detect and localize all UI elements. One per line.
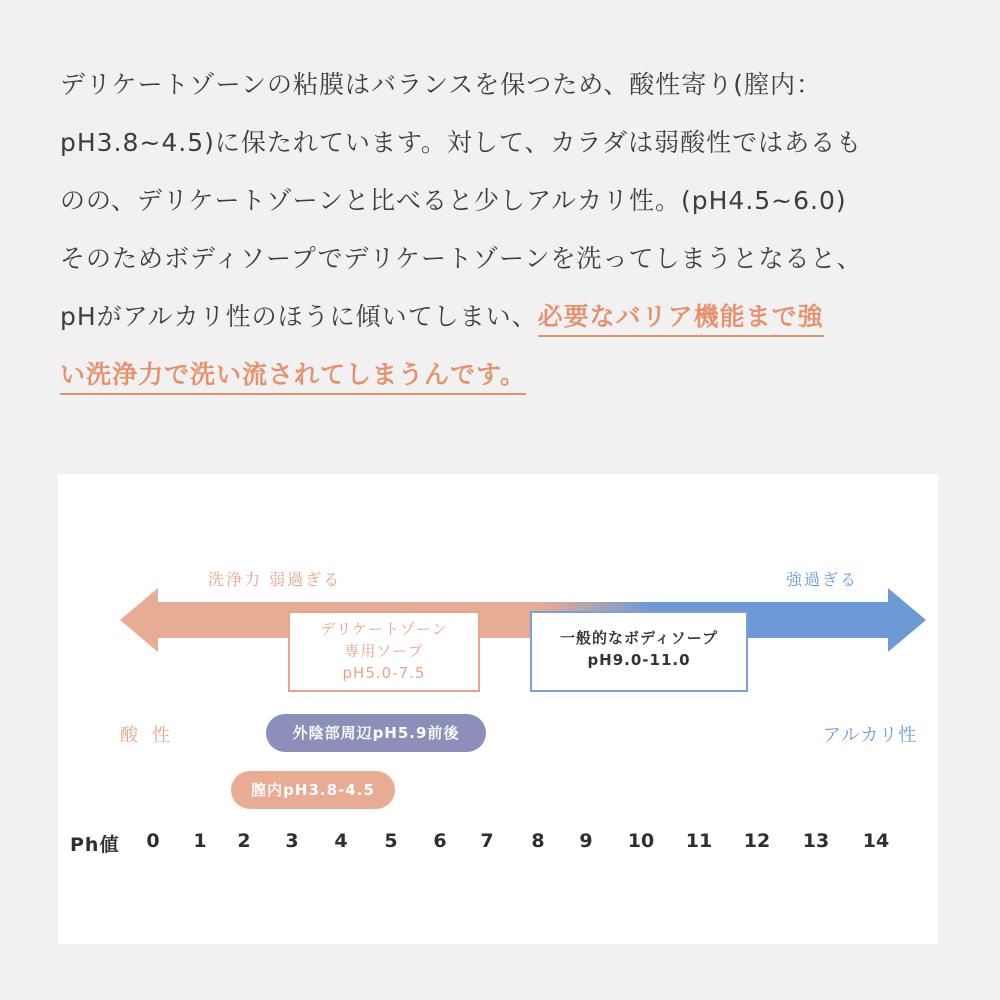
delicate-zone-soap-box (288, 611, 480, 692)
intro-text (60, 56, 950, 404)
ph-tick-0: 0 (146, 830, 160, 852)
intro-highlight-2: い洗浄力で洗い流されてしまうんです。 (60, 360, 526, 395)
ph-axis-label: Ph値 (70, 834, 120, 856)
acidic-label: 酸性 (120, 725, 184, 746)
ph-tick-4: 4 (334, 830, 348, 852)
ph-tick-14: 14 (862, 830, 890, 852)
ph-tick-13: 13 (802, 830, 830, 852)
ph-tick-5: 5 (384, 830, 398, 852)
alkaline-label: アルカリ性 (823, 725, 918, 746)
weak-cleansing-label: 洗浄力 弱過ぎる (208, 570, 342, 589)
vulva-ph-pill: 外陰部周辺pH5.9前後 (266, 714, 486, 752)
intro-line-5 (60, 288, 950, 346)
ph-tick-1: 1 (193, 830, 207, 852)
ph-tick-12: 12 (743, 830, 771, 852)
delicate-box-line3: pH5.0-7.5 (342, 664, 426, 682)
ph-arrow-shape (120, 588, 926, 652)
intro-line-6 (60, 346, 950, 404)
ph-tick-2: 2 (237, 830, 251, 852)
body-soap-box (530, 611, 748, 692)
intro-highlight-1: 必要なバリア機能まで強 (538, 302, 824, 337)
ph-tick-8: 8 (531, 830, 545, 852)
intro-line-2: pH3.8~4.5)に保たれています。対して、カラダは弱酸性ではあるも (60, 128, 863, 157)
ph-diagram-panel (58, 474, 938, 944)
intro-line-1: デリケートゾーンの粘膜はバランスを保つため、酸性寄り(膣内： (60, 70, 823, 99)
ph-tick-11: 11 (685, 830, 713, 852)
ph-tick-7: 7 (480, 830, 494, 852)
ph-tick-9: 9 (579, 830, 593, 852)
delicate-box-line2: 専用ソープ (344, 642, 424, 660)
ph-tick-6: 6 (433, 830, 447, 852)
intro-line-3: のの、デリケートゾーンと比べると少しアルカリ性。(pH4.5~6.0) (60, 186, 847, 215)
body-box-line2: pH9.0-11.0 (587, 651, 691, 669)
intro-line-5-plain: pHがアルカリ性のほうに傾いてしまい、 (60, 302, 538, 331)
ph-tick-10: 10 (627, 830, 655, 852)
intro-line-4: そのためボディソープでデリケートゾーンを洗ってしまうとなると、 (60, 244, 863, 273)
body-box-line1: 一般的なボディソープ (559, 629, 719, 647)
ph-arrow (58, 474, 938, 944)
ph-tick-3: 3 (285, 830, 299, 852)
strong-cleansing-label: 強過ぎる (786, 570, 859, 589)
vaginal-ph-pill: 膣内pH3.8-4.5 (231, 771, 395, 809)
delicate-box-line1: デリケートゾーン (320, 620, 448, 638)
